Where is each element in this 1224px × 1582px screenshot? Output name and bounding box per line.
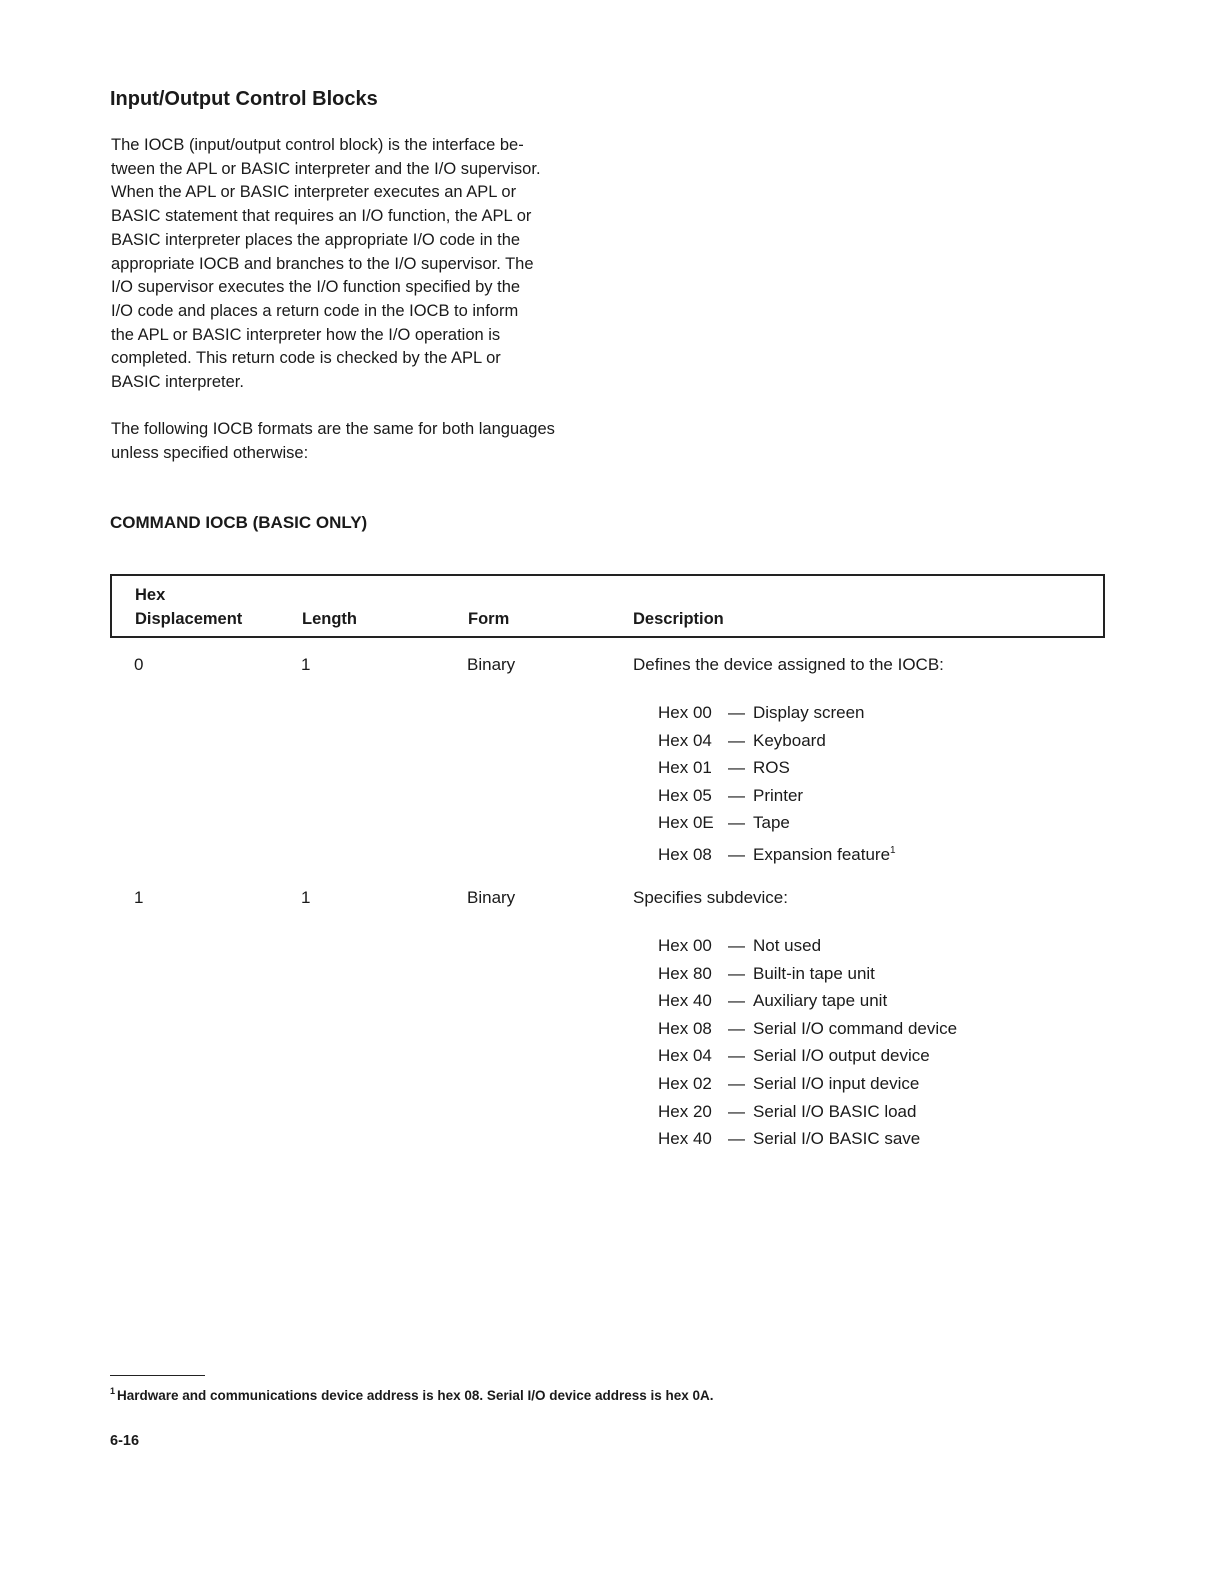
paragraph-line: BASIC statement that requires an I/O function, the APL or — [111, 207, 532, 226]
formats-paragraph — [111, 418, 611, 465]
intro-paragraph — [111, 134, 611, 395]
code-row: Hex 05 — Printer — [658, 785, 804, 805]
code-row: Hex 00 — Not used — [658, 936, 822, 955]
code-row: Hex 40 — Auxiliary tape unit — [658, 991, 888, 1011]
code-row: Hex 08 — Serial I/O command device — [658, 1018, 958, 1038]
header-length: Length — [302, 610, 357, 628]
paragraph-line: When the APL or BASIC interpreter executes an APL or — [111, 183, 517, 202]
code-row: Hex 08 — Expansion feature$^1$ — [658, 844, 896, 864]
table-header — [110, 574, 1105, 638]
row-displacement: 1 — [134, 888, 144, 907]
paragraph-line: unless specified otherwise: — [111, 443, 309, 462]
row-displacement: 0 — [134, 655, 144, 674]
code-row: Hex 20 — Serial I/O BASIC load — [658, 1101, 917, 1121]
footnote-marker: 1 — [110, 1386, 116, 1396]
paragraph-line: I/O code and places a return code in the IOCB to inform — [111, 301, 519, 320]
code-row: Hex 0E — Tape — [658, 813, 790, 833]
header-description: Description — [633, 610, 724, 628]
row-description: Defines the device assigned to the IOCB: — [633, 655, 944, 674]
header-form: Form — [468, 610, 510, 628]
paragraph-line: The following IOCB formats are the same for both languages — [111, 420, 555, 438]
code-row: Hex 80 — Built-in tape unit — [658, 963, 875, 983]
table-title: COMMAND IOCB (BASIC ONLY) — [110, 513, 368, 532]
paragraph-line: the APL or BASIC interpreter how the I/O operation is — [111, 325, 501, 344]
paragraph-line: appropriate IOCB and branches to the I/O supervisor. The — [111, 254, 534, 273]
row-form: Binary — [467, 655, 516, 674]
code-row: Hex 04 — Keyboard — [658, 730, 826, 750]
paragraph-line: I/O supervisor executes the I/O function specified by the — [111, 278, 521, 297]
header-displacement: Hex Displacement — [135, 586, 243, 628]
page-number: 6-16 — [110, 1433, 140, 1449]
paragraph-line: The IOCB (input/output control block) is the interface be- — [111, 136, 524, 154]
row-length: 1 — [301, 888, 311, 907]
code-row: Hex 40 — Serial I/O BASIC save — [658, 1129, 921, 1149]
row-form: Binary — [467, 888, 516, 907]
subdevice-code-list — [658, 932, 957, 1153]
row-length: 1 — [301, 655, 311, 674]
footnote — [110, 1386, 714, 1403]
paragraph-line: BASIC interpreter. — [111, 373, 244, 392]
footnote-divider — [110, 1375, 205, 1376]
code-row: Hex 04 — Serial I/O output device — [658, 1046, 930, 1066]
section-title: Input/Output Control Blocks — [110, 88, 378, 110]
device-code-list — [658, 699, 896, 865]
code-row: Hex 00 — Display screen — [658, 703, 865, 722]
paragraph-line: tween the APL or BASIC interpreter and the I/O supervisor. — [111, 159, 541, 178]
row-description: Specifies subdevice: — [633, 888, 788, 907]
paragraph-line: BASIC interpreter places the appropriate I/O code in the — [111, 230, 521, 249]
footnote-text: Hardware and communications device address is hex 08. Serial I/O device address is hex 0A. — [117, 1388, 714, 1403]
footnote-ref: 1 — [890, 844, 896, 856]
paragraph-line: completed. This return code is checked by the APL or — [111, 349, 501, 368]
code-row: Hex 02 — Serial I/O input device — [658, 1073, 920, 1093]
code-row: Hex 01 — ROS — [658, 758, 790, 778]
